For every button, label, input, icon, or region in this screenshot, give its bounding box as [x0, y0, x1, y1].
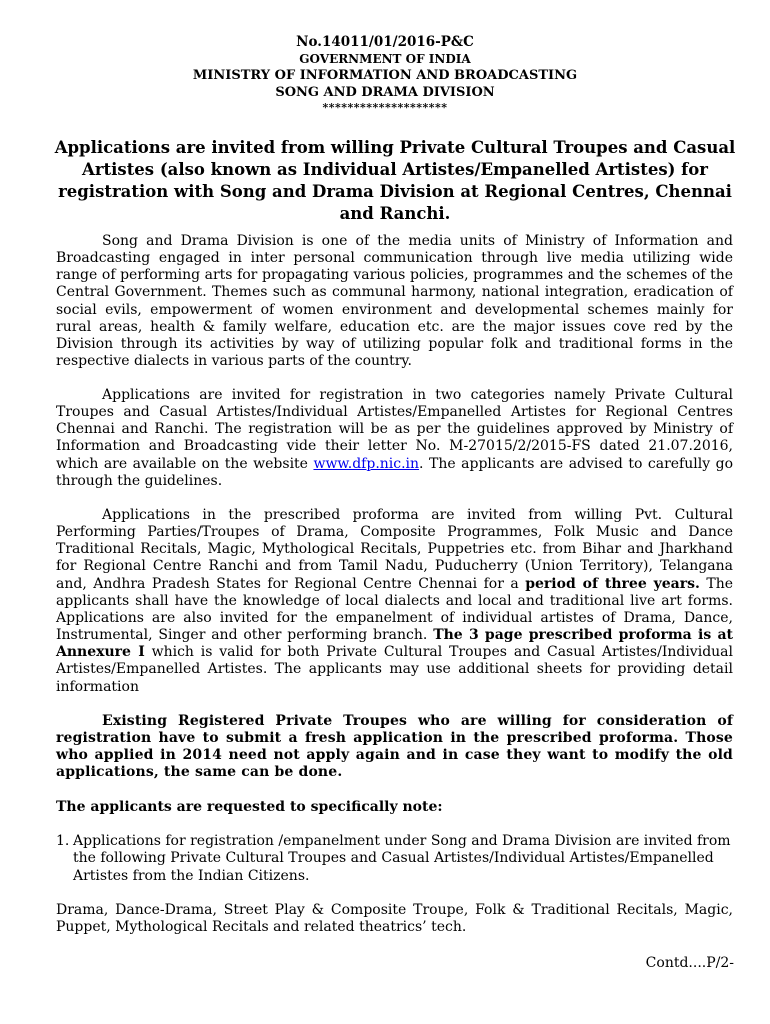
paragraph-existing-troupes: Existing Registered Private Troupes who are willing for consideration of registration have to submit a fresh application in the prescribed proforma. Those who applied in 2014 need not apply again and in case they want to modify the old applications, the same can be done. [56, 713, 733, 781]
government-heading: GOVERNMENT OF INDIA [299, 52, 471, 66]
header-separator: ******************** [322, 101, 448, 114]
paragraph-categories-text: Applications are invited for registration in two categories namely Private Cultural Troupes and Casual Artistes/Individual Artistes/Empanelled Artistes for Regional Centres Chennai and Ranchi. The registration will be as per the guidelines approved by Ministry of Information and Broadcasting vide their letter No. M-27015/2/2015-FS dated 21.07.2016, which are available on the website [56, 387, 733, 472]
paragraph-categories-text-end: . The applicants are advised to carefully go through the guidelines. [56, 455, 733, 489]
list-item [56, 833, 733, 885]
website-link[interactable]: www.dfp.nic.in [313, 455, 420, 472]
division-heading: SONG AND DRAMA DIVISION [275, 85, 495, 100]
paragraph-troupe-types: Drama, Dance-Drama, Street Play & Composite Troupe, Folk & Traditional Recitals, Magic, Puppet, Mythological Recitals and related theatrics’ tech. [56, 902, 733, 936]
reference-number: No.14011/01/2016-P&C [296, 34, 474, 50]
paragraph-categories [56, 387, 733, 490]
period-emphasis: period of three years. [525, 575, 700, 592]
paragraph-proforma [56, 507, 733, 696]
list-item-number: 1. [56, 833, 70, 849]
paragraph-proforma-text-3: which is valid for both Private Cultural Troupes and Casual Artistes/Individual Artistes/Empanelled Artistes. The applicants may use additional sheets for providing detail information [56, 644, 733, 695]
list-item-text: Applications for registration /empanelment under Song and Drama Division are invited from the following Private Cultural Troupes and Casual Artistes/Individual Artistes/Empanelled Artistes from the Indian Citizens. [73, 833, 731, 884]
paragraph-proforma-text-1: Applications in the prescribed proforma are invited from willing Pvt. Cultural Performing Parties/Troupes of Drama, Composite Programmes, Folk Music and Dance Traditional Recitals, Magic, Mythological Recitals, Puppetries etc. from Bihar and Jharkhand for Regional Centre Ranchi and from Tamil Nadu, Puducherry (Union Territory), Telangana and, Andhra Pradesh States for Regional Centre Chennai for a [56, 507, 733, 592]
paragraph-introduction: Song and Drama Division is one of the media units of Ministry of Information and Broadcasting engaged in inter personal communication through live media utilizing wide range of performing arts for propagating various policies, programmes and the schemes of the Central Government. Themes such as communal harmony, national integration, eradication of social evils, empowerment of women environment and developmental schemes mainly for rural areas, health & family welfare, education etc. are the major issues cove red by the Division through its activities by way of utilizing popular folk and traditional forms in the respective dialects in various parts of the country. [56, 233, 733, 370]
note-heading: The applicants are requested to specifically note: [56, 799, 443, 815]
ministry-heading: MINISTRY OF INFORMATION AND BROADCASTING [192, 68, 578, 83]
paragraph-proforma-text-2: The applicants shall have the knowledge of local dialects and local and traditional live art forms. Applications are also invited for the empanelment of individual artistes of Drama, Dance, Instrumental, Singer and other performing branch. [56, 575, 733, 644]
continuation-note: Contd....P/2- [645, 955, 734, 971]
notice-title: Applications are invited from willing Private Cultural Troupes and Casual Artistes (also known as Individual Artistes/Empanelled Artistes) for registration with Song and Drama Division at Regional Centres, Chennai and Ranchi. [54, 138, 736, 223]
annexure-emphasis: The 3 page prescribed proforma is at Annexure I [56, 627, 733, 661]
